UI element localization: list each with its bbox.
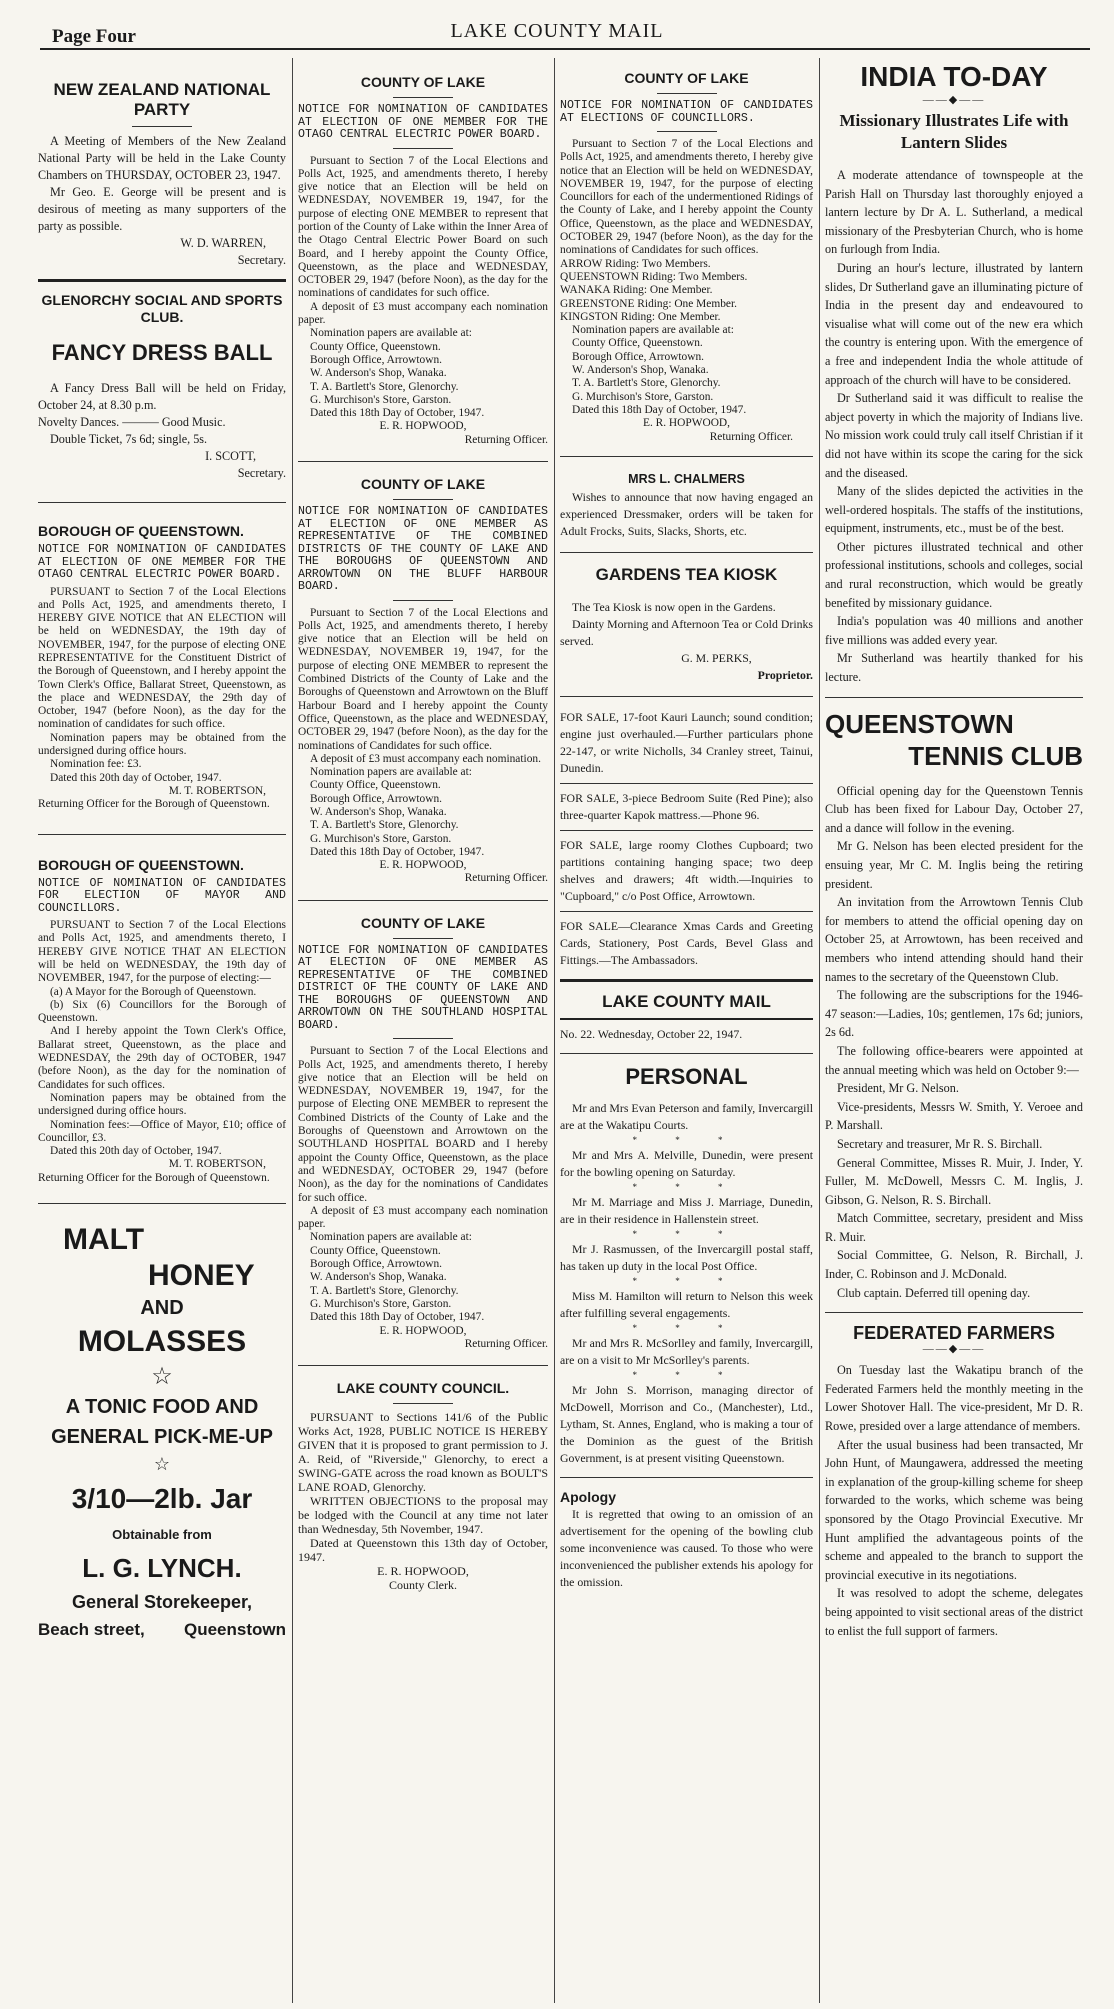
divider xyxy=(38,1203,286,1204)
star-separator: * * * xyxy=(632,1369,741,1380)
star-separator: * * * xyxy=(632,1322,741,1333)
kiosk-title: GARDENS TEA KIOSK xyxy=(595,564,778,584)
malt-line: GENERAL PICK-ME-UP xyxy=(51,1425,273,1448)
nz-party-text: A Meeting of Members of the New Zealand National Party will be held in the Lake County Chambers on THURSDAY, OCTOBER 23, 1947. xyxy=(38,134,286,182)
article-paragraph: After the usual business had been transacted, Mr John Hunt, of Maungawera, addressed the meeting in explanation of the group-killing scheme for sheep forwarded to the works, which scheme was being sponsored by the Otago Provincial Executive. Mr Hunt amplified the advantageous points of the scheme and appealed to the branch to support the provincial executive in its negotiations. xyxy=(825,1437,1083,1582)
kiosk-text: The Tea Kiosk is now open in the Gardens. xyxy=(572,599,776,614)
divider xyxy=(393,148,453,149)
divider xyxy=(825,697,1083,698)
divider xyxy=(132,126,192,127)
notice-body: County Office, Queenstown. xyxy=(310,779,441,792)
notice-body: County Office, Queenstown. xyxy=(572,337,703,350)
signature-role: Secretary. xyxy=(237,253,286,267)
india-title: INDIA TO-DAY xyxy=(860,61,1048,92)
riding-item: QUEENSTOWN Riding: Two Members. xyxy=(560,270,748,283)
star-separator: * * * xyxy=(632,1228,741,1239)
divider xyxy=(560,830,813,831)
notice-caption: NOTICE FOR NOMINATION OF CANDIDATES AT ELECTION OF ONE MEMBER FOR THE OTAGO CENTRAL ELECTRIC POWER BOARD. xyxy=(38,543,286,581)
malt-line: HONEY xyxy=(148,1258,255,1292)
personal-item: Mr and Mrs R. McSorlley and family, Invercargill, are on a visit to Mr McSorlley's parents. xyxy=(560,1335,813,1367)
article-paragraph: Match Committee, secretary, president and Miss R. Muir. xyxy=(825,1211,1083,1244)
article-paragraph: India's population was 40 millions and another five millions was added every year. xyxy=(825,614,1083,647)
divider xyxy=(38,279,286,282)
signature-role: Returning Officer. xyxy=(464,1337,548,1350)
tennis-title: TENNIS CLUB xyxy=(908,740,1083,771)
star-icon: ☆ xyxy=(153,1453,171,1474)
notice-body: Dated this 18th Day of October, 1947. xyxy=(310,407,485,420)
personal-column xyxy=(560,1064,813,1467)
star-separator: * * * xyxy=(632,1275,741,1286)
signature: G. M. PERKS, xyxy=(681,650,752,665)
article-paragraph: A moderate attendance of townspeople at the Parish Hall on Thursday last thoroughly enjoyed a lantern lecture by Dr A. L. Sutherland, a medical missionary of the Presbyterian Church, who is home on furlough from India. xyxy=(825,168,1083,257)
column-2 xyxy=(298,58,548,2003)
divider xyxy=(393,1403,453,1404)
divider xyxy=(38,502,286,503)
riding-item: ARROW Riding: Two Members. xyxy=(560,257,711,270)
article-paragraph: Mr G. Nelson has been elected president for the ensuing year, Mr C. M. Inglis being the retiring president. xyxy=(825,839,1083,891)
signature: M. T. ROBERTSON, xyxy=(168,784,266,797)
divider xyxy=(560,1053,813,1054)
notice-body: County Office, Queenstown. xyxy=(310,1244,441,1257)
divider xyxy=(298,900,548,901)
malt-address xyxy=(38,1616,286,1644)
personal-item: Miss M. Hamilton will return to Nelson this week after fulfilling several engagements. xyxy=(560,1288,813,1320)
chalmers-text: Wishes to announce that now having engaged an experienced Dressmaker, orders will be taken for Adult Frocks, Suits, Slacks, Shorts, etc. xyxy=(560,489,813,538)
signature: E. R. HOPWOOD, xyxy=(377,1564,469,1579)
riding-item: GREENSTONE Riding: One Member. xyxy=(560,297,737,310)
notice-body: W. Anderson's Shop, Wanaka. xyxy=(572,364,709,377)
divider xyxy=(560,1477,813,1478)
for-sale-item: FOR SALE, 3-piece Bedroom Suite (Red Pine); also three-quarter Kapok mattress.—Phone 96. xyxy=(560,790,813,822)
divider xyxy=(393,499,453,500)
notice-body: Nomination papers may be obtained from the undersigned during office hours. xyxy=(38,731,286,758)
india-article xyxy=(825,60,1083,687)
notice-caption: NOTICE FOR NOMINATION OF CANDIDATES AT ELECTION OF ONE MEMBER AS REPRESENTATIVE OF THE COMBINED DISTRICT OF THE COUNTY OF LAKE AND THE BOROUGHS OF QUEENSTOWN AND ARROWTOWN ON THE SOUTHLAND HOSPITAL BOARD. xyxy=(298,943,548,1032)
notice-body: G. Murchison's Store, Garston. xyxy=(310,832,452,845)
malt-line: MOLASSES xyxy=(77,1324,247,1358)
notice-body: Dated this 18th Day of October, 1947. xyxy=(572,403,747,416)
notice-body: T. A. Bartlett's Store, Glenorchy. xyxy=(310,380,459,393)
divider xyxy=(560,552,813,553)
notice-body: T. A. Bartlett's Store, Glenorchy. xyxy=(572,377,721,390)
signature-role: County Clerk. xyxy=(389,1578,457,1593)
notice-body: Dated at Queenstown this 13th day of October, 1947. xyxy=(298,1536,548,1565)
malt-line: General Storekeeper, xyxy=(71,1591,253,1612)
notice-body: Pursuant to Section 7 of the Local Elections and Polls Act, 1925, and amendments thereto, I hereby give notice that an Election will be held on WEDNESDAY, NOVEMBER 19, 1947, for the purpose of Electing ONE MEMBER to represent the Combined Districts of the County of Lake and the Boroughs of Queenstown and Arrowtown on the SOUTHLAND HOSPITAL BOARD and I hereby appoint the County Office, Queenstown, as the place and WEDNESDAY, OCTOBER 29, 1947 (before Noon), as the day for the nominations of Candidates for such office. xyxy=(298,1045,548,1204)
glenorchy-notice xyxy=(38,292,286,482)
nz-party-title: NEW ZEALAND NATIONAL PARTY xyxy=(53,80,271,119)
personal-item: Mr M. Marriage and Miss J. Marriage, Dunedin, are in their residence in Hallenstein street. xyxy=(560,1194,813,1226)
signature: E. R. HOPWOOD, xyxy=(379,859,467,872)
column-divider xyxy=(819,58,820,2003)
divider xyxy=(560,783,813,784)
glenorchy-text: Novelty Dances. ——— Good Music. xyxy=(38,415,226,429)
notice-caption: NOTICE FOR NOMINATION OF CANDIDATES AT ELECTION OF ONE MEMBER FOR THE OTAGO CENTRAL ELECTRIC POWER BOARD. xyxy=(298,103,548,141)
divider xyxy=(38,834,286,835)
notice-body: Nomination papers are available at: xyxy=(310,766,472,779)
personal-item: Mr and Mrs A. Melville, Dunedin, were present for the bowling opening on Saturday. xyxy=(560,1147,813,1179)
notice-body: W. Anderson's Shop, Wanaka. xyxy=(310,805,447,818)
article-paragraph: Dr Sutherland said it was difficult to realise the abject poverty in which the majority of Indians live. No mission work could truly call itself Christian if it did not have within its scope the caring for the sick and the diseased. xyxy=(825,391,1083,480)
notice-body: PURSUANT to Sections 141/6 of the Public Works Act, 1928, PUBLIC NOTICE IS HEREBY GIVEN that it is proposed to grant permission to J. A. Reid, of "Riverside," Glenorchy, to erect a SWING-GATE across the road known as BOULT'S LANE ROAD, Glenorchy. xyxy=(298,1410,548,1495)
article-paragraph: The following are the subscriptions for the 1946-47 season:—Ladies, 10s; gentlemen, 17s 6d; juniors, 2s 6d. xyxy=(825,988,1083,1040)
lake-notice-councillors xyxy=(560,70,813,444)
article-paragraph: General Committee, Misses R. Muir, J. Inder, Y. Fuller, M. McDowell, Messrs C. M. Inglis, J. Gibson, G. Nelson, R. S. Birchall. xyxy=(825,1155,1083,1207)
diamond-divider: ——◆—— xyxy=(922,94,986,106)
notice-body: Pursuant to Section 7 of the Local Elections and Polls Act, 1925, and amendments thereto, I hereby give notice that an Election will be held on WEDNESDAY, NOVEMBER 19, 1947, for the purpose of electing Councillors for each of the undermentioned Ridings of the County of Lake, and I hereby appoint the County Office, Queenstown, as the place and WEDNESDAY, OCTOBER 29, 1947 (before Noon), as the day for the nominations of Candidates for such offices. xyxy=(560,138,813,257)
signature-role: Proprietor. xyxy=(757,667,813,682)
notice-body: Nomination fees:—Office of Mayor, £10; office of Councillor, £3. xyxy=(38,1118,286,1144)
apology-notice xyxy=(560,1488,813,1591)
council-title: LAKE COUNTY COUNCIL. xyxy=(336,1380,510,1397)
nz-party-notice xyxy=(38,80,286,269)
malt-line: MALT xyxy=(63,1222,145,1256)
notice-body: Pursuant to Section 7 of the Local Elections and Polls Act, 1925, and amendments thereto, I hereby give notice that an Election will be held on WEDNESDAY, NOVEMBER 19, 1947, for the purpose of electing ONE MEMBER to represent that portion of the County of Lake within the Inner Area of the Otago Central Electric Power Board on such Board, and I hereby appoint the County Office, Queenstown, as the place and WEDNESDAY, OCTOBER 29, 1947 (before Noon), as the day for the nominations of candidates for such office. xyxy=(298,154,548,300)
notice-body: (b) Six (6) Councillors for the Borough of Queenstown. xyxy=(38,998,286,1025)
personal-item: Mr John S. Morrison, managing director of McDowell, Morrison and Co., (Manchester), Ltd., Lytham, St. Annes, England, who is making a tour of the Dominion as the guest of the British Government, is at present visiting Queenstown. xyxy=(560,1382,813,1465)
article-paragraph: President, Mr G. Nelson. xyxy=(837,1081,959,1096)
notice-body: Borough Office, Arrowtown. xyxy=(310,1258,443,1271)
glenorchy-text: A Fancy Dress Ball will be held on Friday, October 24, at 8.30 p.m. xyxy=(38,381,286,412)
notice-body: A deposit of £3 must accompany each nomination paper. xyxy=(298,300,548,327)
malt-line: AND xyxy=(140,1296,184,1319)
header-rule xyxy=(40,48,1090,50)
apology-text: It is regretted that owing to an omission of an advertisement for the opening of the bowling club some inconvenience was caused. To those who were inconvenienced the publisher extends his apology for the omission. xyxy=(560,1506,813,1589)
notice-body: T. A. Bartlett's Store, Glenorchy. xyxy=(310,1284,459,1297)
notice-title: COUNTY OF LAKE xyxy=(360,74,486,90)
divider xyxy=(393,938,453,939)
lake-notice-harbour-board xyxy=(298,476,548,886)
chalmers-advert xyxy=(560,469,813,540)
article-paragraph: Vice-presidents, Messrs W. Smith, Y. Veroee and P. Marshall. xyxy=(825,1099,1083,1133)
notice-body: And I hereby appoint the Town Clerk's Office, Ballarat street, Queenstown, as the place and WEDNESDAY, the 29th day of OCTOBER, 1947 (before Noon), as the day for the nomination of Candidates for such offices. xyxy=(38,1025,286,1091)
divider xyxy=(393,1038,453,1039)
notice-body: G. Murchison's Store, Garston. xyxy=(310,1297,452,1310)
glenorchy-title: GLENORCHY SOCIAL AND SPORTS CLUB. xyxy=(41,292,283,325)
borough-title: BOROUGH OF QUEENSTOWN. xyxy=(38,523,244,539)
divider xyxy=(298,1365,548,1366)
notice-body: W. Anderson's Shop, Wanaka. xyxy=(310,367,447,380)
kiosk-text: Dainty Morning and Afternoon Tea or Cold Drinks served. xyxy=(560,616,813,648)
column-divider xyxy=(292,58,293,2003)
malt-line: Obtainable from xyxy=(112,1526,212,1542)
farmers-title: FEDERATED FARMERS xyxy=(853,1323,1055,1344)
notice-title: COUNTY OF LAKE xyxy=(360,914,486,931)
notice-body: T. A. Bartlett's Store, Glenorchy. xyxy=(310,819,459,832)
notice-body: Borough Office, Arrowtown. xyxy=(310,792,443,805)
india-subtitle: Missionary Illustrates Life with Lantern Slides xyxy=(839,111,1069,152)
chalmers-title: MRS L. CHALMERS xyxy=(628,471,745,486)
signature-role: Returning Officer for the Borough of Queenstown. xyxy=(38,1171,270,1184)
malt-line: A TONIC FOOD AND xyxy=(65,1395,259,1418)
riding-item: KINGSTON Riding: One Member. xyxy=(560,310,721,323)
star-separator: * * * xyxy=(632,1181,741,1192)
for-sale-item: FOR SALE, large roomy Clothes Cupboard; two partitions containing hanging space; two deep shelves and drawers; 4ft width.—Inquiries to "Cupboard," c/o Post Office, Arrowtown. xyxy=(560,837,813,903)
malt-address-street: Beach street, xyxy=(38,1619,145,1639)
article-paragraph: Official opening day for the Queenstown Tennis Club has been fixed for Labour Day, October 27, and a dance will follow in the evening. xyxy=(825,783,1083,835)
notice-body: Nomination papers are available at: xyxy=(572,324,734,337)
signature: E. R. HOPWOOD, xyxy=(379,1324,467,1337)
divider xyxy=(560,979,813,982)
notice-body: Nomination papers may be obtained from the undersigned during office hours. xyxy=(38,1091,286,1118)
borough-notice-mayor xyxy=(38,857,286,1185)
notice-body: Pursuant to Section 7 of the Local Elections and Polls Act, 1925, and amendments thereto, I hereby give notice that an Election will be held on WEDNESDAY, NOVEMBER 19, 1947, for the purpose of electing ONE MEMBER to represent the Combined Districts of the County of Lake and the Boroughs of Queenstown and Arrowtown on the Bluff Harbour Board and I hereby appoint the County Office, Queenstown, as the place and WEDNESDAY, OCTOBER 29, 1947 (before Noon), as the day for the nominations of Candidates for such office. xyxy=(298,606,548,752)
article-paragraph: On Tuesday last the Wakatipu branch of the Federated Farmers held the monthly meeting in the Lower Shotover Hall. The vice-president, Mr D. R. Rowe, presided over a large attendance of members. xyxy=(825,1363,1083,1434)
divider xyxy=(298,461,548,462)
notice-body: (a) A Mayor for the Borough of Queenstown. xyxy=(50,985,257,998)
notice-body: Dated this 18th Day of October, 1947. xyxy=(310,845,485,858)
notice-title: COUNTY OF LAKE xyxy=(624,70,749,86)
fancy-dress-title: FANCY DRESS BALL xyxy=(51,340,273,365)
notice-body: Borough Office, Arrowtown. xyxy=(572,350,705,363)
notice-body: PURSUANT to Section 7 of the Local Elections and Polls Act, 1925, and amendments thereto, I HEREBY GIVE NOTICE that AN ELECTION will be held on WEDNESDAY, the 19th day of NOVEMBER, 1947, for the purpose of electing ONE REPRESENTATIVE for the Constituent District of the Borough of Queenstown, and I hereby appoint the Town Clerk's Office, Ballarat Street, Queenstown, as the place and WEDNESDAY, the 29th day of October, 1947 (before Noon), as the day for the nomination of candidates for such office. xyxy=(38,585,286,731)
notice-caption: NOTICE FOR NOMINATION OF CANDIDATES AT ELECTION OF ONE MEMBER AS REPRESENTATIVE OF THE COMBINED DISTRICTS OF THE COUNTY OF LAKE AND THE BOROUGHS OF QUEENSTOWN AND ARROWTOWN ON THE BLUFF HARBOUR BOARD. xyxy=(298,505,548,594)
column-3 xyxy=(560,58,813,2003)
riding-item: WANAKA Riding: One Member. xyxy=(560,284,713,297)
divider xyxy=(560,911,813,912)
lake-notice-power-board xyxy=(298,74,548,447)
signature: E. R. HOPWOOD, xyxy=(379,420,467,433)
notice-body: Dated this 20th day of October, 1947. xyxy=(50,771,222,784)
divider xyxy=(657,93,717,94)
notice-body: Nomination papers are available at: xyxy=(310,327,472,340)
paper-title: LAKE COUNTY MAIL xyxy=(450,20,664,42)
masthead xyxy=(560,992,813,1043)
farmers-article xyxy=(825,1323,1083,1640)
tennis-article xyxy=(825,708,1083,1303)
glenorchy-text: Double Ticket, 7s 6d; single, 5s. xyxy=(50,432,208,446)
divider xyxy=(393,97,453,98)
notice-body: Dated this 20th day of October, 1947. xyxy=(50,1145,222,1158)
notice-body: A deposit of £3 must accompany each nomination paper. xyxy=(298,1204,548,1231)
tennis-title: QUEENSTOWN xyxy=(825,708,1014,739)
article-paragraph: Social Committee, G. Nelson, R. Birchall, J. Inder, C. Robinson and J. McDonald. xyxy=(825,1248,1083,1282)
borough-notice-power-board xyxy=(38,523,286,812)
masthead-issue: No. 22. Wednesday, October 22, 1947. xyxy=(560,1026,743,1041)
article-paragraph: Many of the slides depicted the activities in the well-ordered hospitals. The staffs of the institutions, equipment, instruments, etc., must be of the best. xyxy=(825,484,1083,536)
star-icon: ☆ xyxy=(151,1363,173,1390)
page-header xyxy=(0,0,1114,50)
signature: E. R. HOPWOOD, xyxy=(642,417,730,430)
notice-body: W. Anderson's Shop, Wanaka. xyxy=(310,1271,447,1284)
notice-body: WRITTEN OBJECTIONS to the proposal may be lodged with the Council at any time not later than Wednesday, 5th November, 1947. xyxy=(298,1494,548,1537)
divider xyxy=(560,696,813,697)
signature-role: Secretary. xyxy=(237,466,286,480)
malt-price: 3/10—2lb. Jar xyxy=(71,1482,253,1514)
signature-role: Returning Officer. xyxy=(464,433,548,446)
column-1 xyxy=(38,58,286,2003)
notice-body: Borough Office, Arrowtown. xyxy=(310,353,443,366)
masthead-title: LAKE COUNTY MAIL xyxy=(602,991,771,1011)
nz-party-text: Mr Geo. E. George will be present and is desirous of meeting as many supporters of the party as possible. xyxy=(38,185,286,233)
page-number: Page Four xyxy=(52,26,136,47)
notice-body: Dated this 18th Day of October, 1947. xyxy=(310,1311,485,1324)
notice-caption: NOTICE OF NOMINATION OF CANDIDATES FOR ELECTION OF MAYOR AND COUNCILLORS. xyxy=(38,876,286,915)
article-paragraph: The following office-bearers were appointed at the annual meeting which was held on October 9:— xyxy=(825,1043,1083,1077)
article-paragraph: During an hour's lecture, illustrated by lantern slides, Dr Sutherland gave an illuminating picture of India in the present day and endeavoured to visualise what will come out of the new era which the country is entering upon. With the emergence of a free and independent India the whole attitude of approach of the church will have to be considered. xyxy=(825,260,1083,387)
notice-body: Nomination papers are available at: xyxy=(310,1231,472,1244)
star-separator: * * * xyxy=(632,1134,741,1145)
article-paragraph: Secretary and treasurer, Mr R. S. Birchall. xyxy=(837,1136,1043,1151)
signature: W. D. WARREN, xyxy=(180,236,266,250)
divider xyxy=(825,1312,1083,1313)
notice-body: G. Murchison's Store, Garston. xyxy=(310,393,452,406)
malt-address-town: Queenstown xyxy=(183,1619,286,1639)
signature-role: Returning Officer. xyxy=(464,872,548,885)
notice-title: COUNTY OF LAKE xyxy=(360,476,486,493)
notice-body: PURSUANT to Section 7 of the Local Elections and Polls Act, 1925, and amendments thereto, I HEREBY GIVE NOTICE THAT AN ELECTION will be held on WEDNESDAY, the 19th day of NOVEMBER, 1947, for the purpose of electing:— xyxy=(38,919,286,985)
council-notice xyxy=(298,1380,548,1592)
column-divider xyxy=(554,58,555,2003)
for-sale-list xyxy=(560,709,813,969)
borough-title: BOROUGH OF QUEENSTOWN. xyxy=(38,856,244,873)
malt-advertisement xyxy=(38,1222,286,1644)
article-paragraph: Club captain. Deferred till opening day. xyxy=(837,1285,1031,1300)
notice-body: A deposit of £3 must accompany each nomination. xyxy=(310,752,541,765)
divider xyxy=(560,456,813,457)
article-paragraph: Mr Sutherland was heartily thanked for his lecture. xyxy=(825,651,1083,685)
apology-title: Apology xyxy=(560,1488,616,1505)
for-sale-item: FOR SALE—Clearance Xmas Cards and Greeting Cards, Stationery, Post Cards, Bevel Glass and Fittings.—The Ambassadors. xyxy=(560,918,813,967)
article-paragraph: It was resolved to adopt the scheme, delegates being appointed to visit sectional areas of the district to enlist the full support of farmers. xyxy=(825,1586,1083,1638)
personal-item: Mr and Mrs Evan Peterson and family, Invercargill are at the Wakatipu Courts. xyxy=(560,1100,813,1132)
signature: I. SCOTT, xyxy=(205,449,256,463)
for-sale-item: FOR SALE, 17-foot Kauri Launch; sound condition; engine just overhauled.—Further particulars phone 22-147, or write Nicholls, 34 Cranley street, Tainui, Dunedin. xyxy=(560,709,813,775)
article-paragraph: Other pictures illustrated technical and other professional institutions, schools and colleges, social and rural reconstruction, which would be greatly benefited by missionary guidance. xyxy=(825,539,1083,610)
notice-body: G. Murchison's Store, Garston. xyxy=(572,390,714,403)
divider xyxy=(393,600,453,601)
personal-item: Mr J. Rasmussen, of the Invercargill postal staff, has taken up duty in the local Post Office. xyxy=(560,1241,813,1273)
kiosk-advert xyxy=(560,565,813,684)
column-4 xyxy=(825,58,1083,2003)
notice-caption: NOTICE FOR NOMINATION OF CANDIDATES AT ELECTIONS OF COUNCILLORS. xyxy=(560,99,813,125)
notice-body: Nomination fee: £3. xyxy=(50,758,142,771)
signature-role: Returning Officer for the Borough of Queenstown. xyxy=(38,798,270,811)
signature: M. T. ROBERTSON, xyxy=(168,1158,266,1171)
notice-body: County Office, Queenstown. xyxy=(310,340,441,353)
article-paragraph: An invitation from the Arrowtown Tennis Club for members to attend the official opening day on October 25, at Arrowtown, has been received and members who intend attending should hand their names to the secretary of the Queenstown Club. xyxy=(825,895,1083,984)
signature-role: Returning Officer. xyxy=(709,430,793,443)
personal-title: PERSONAL xyxy=(625,1063,748,1089)
divider xyxy=(560,1018,813,1020)
divider xyxy=(657,131,717,132)
diamond-divider: ——◆—— xyxy=(922,1343,986,1356)
malt-store-name: L. G. LYNCH. xyxy=(82,1552,242,1583)
lake-notice-hospital-board xyxy=(298,915,548,1351)
